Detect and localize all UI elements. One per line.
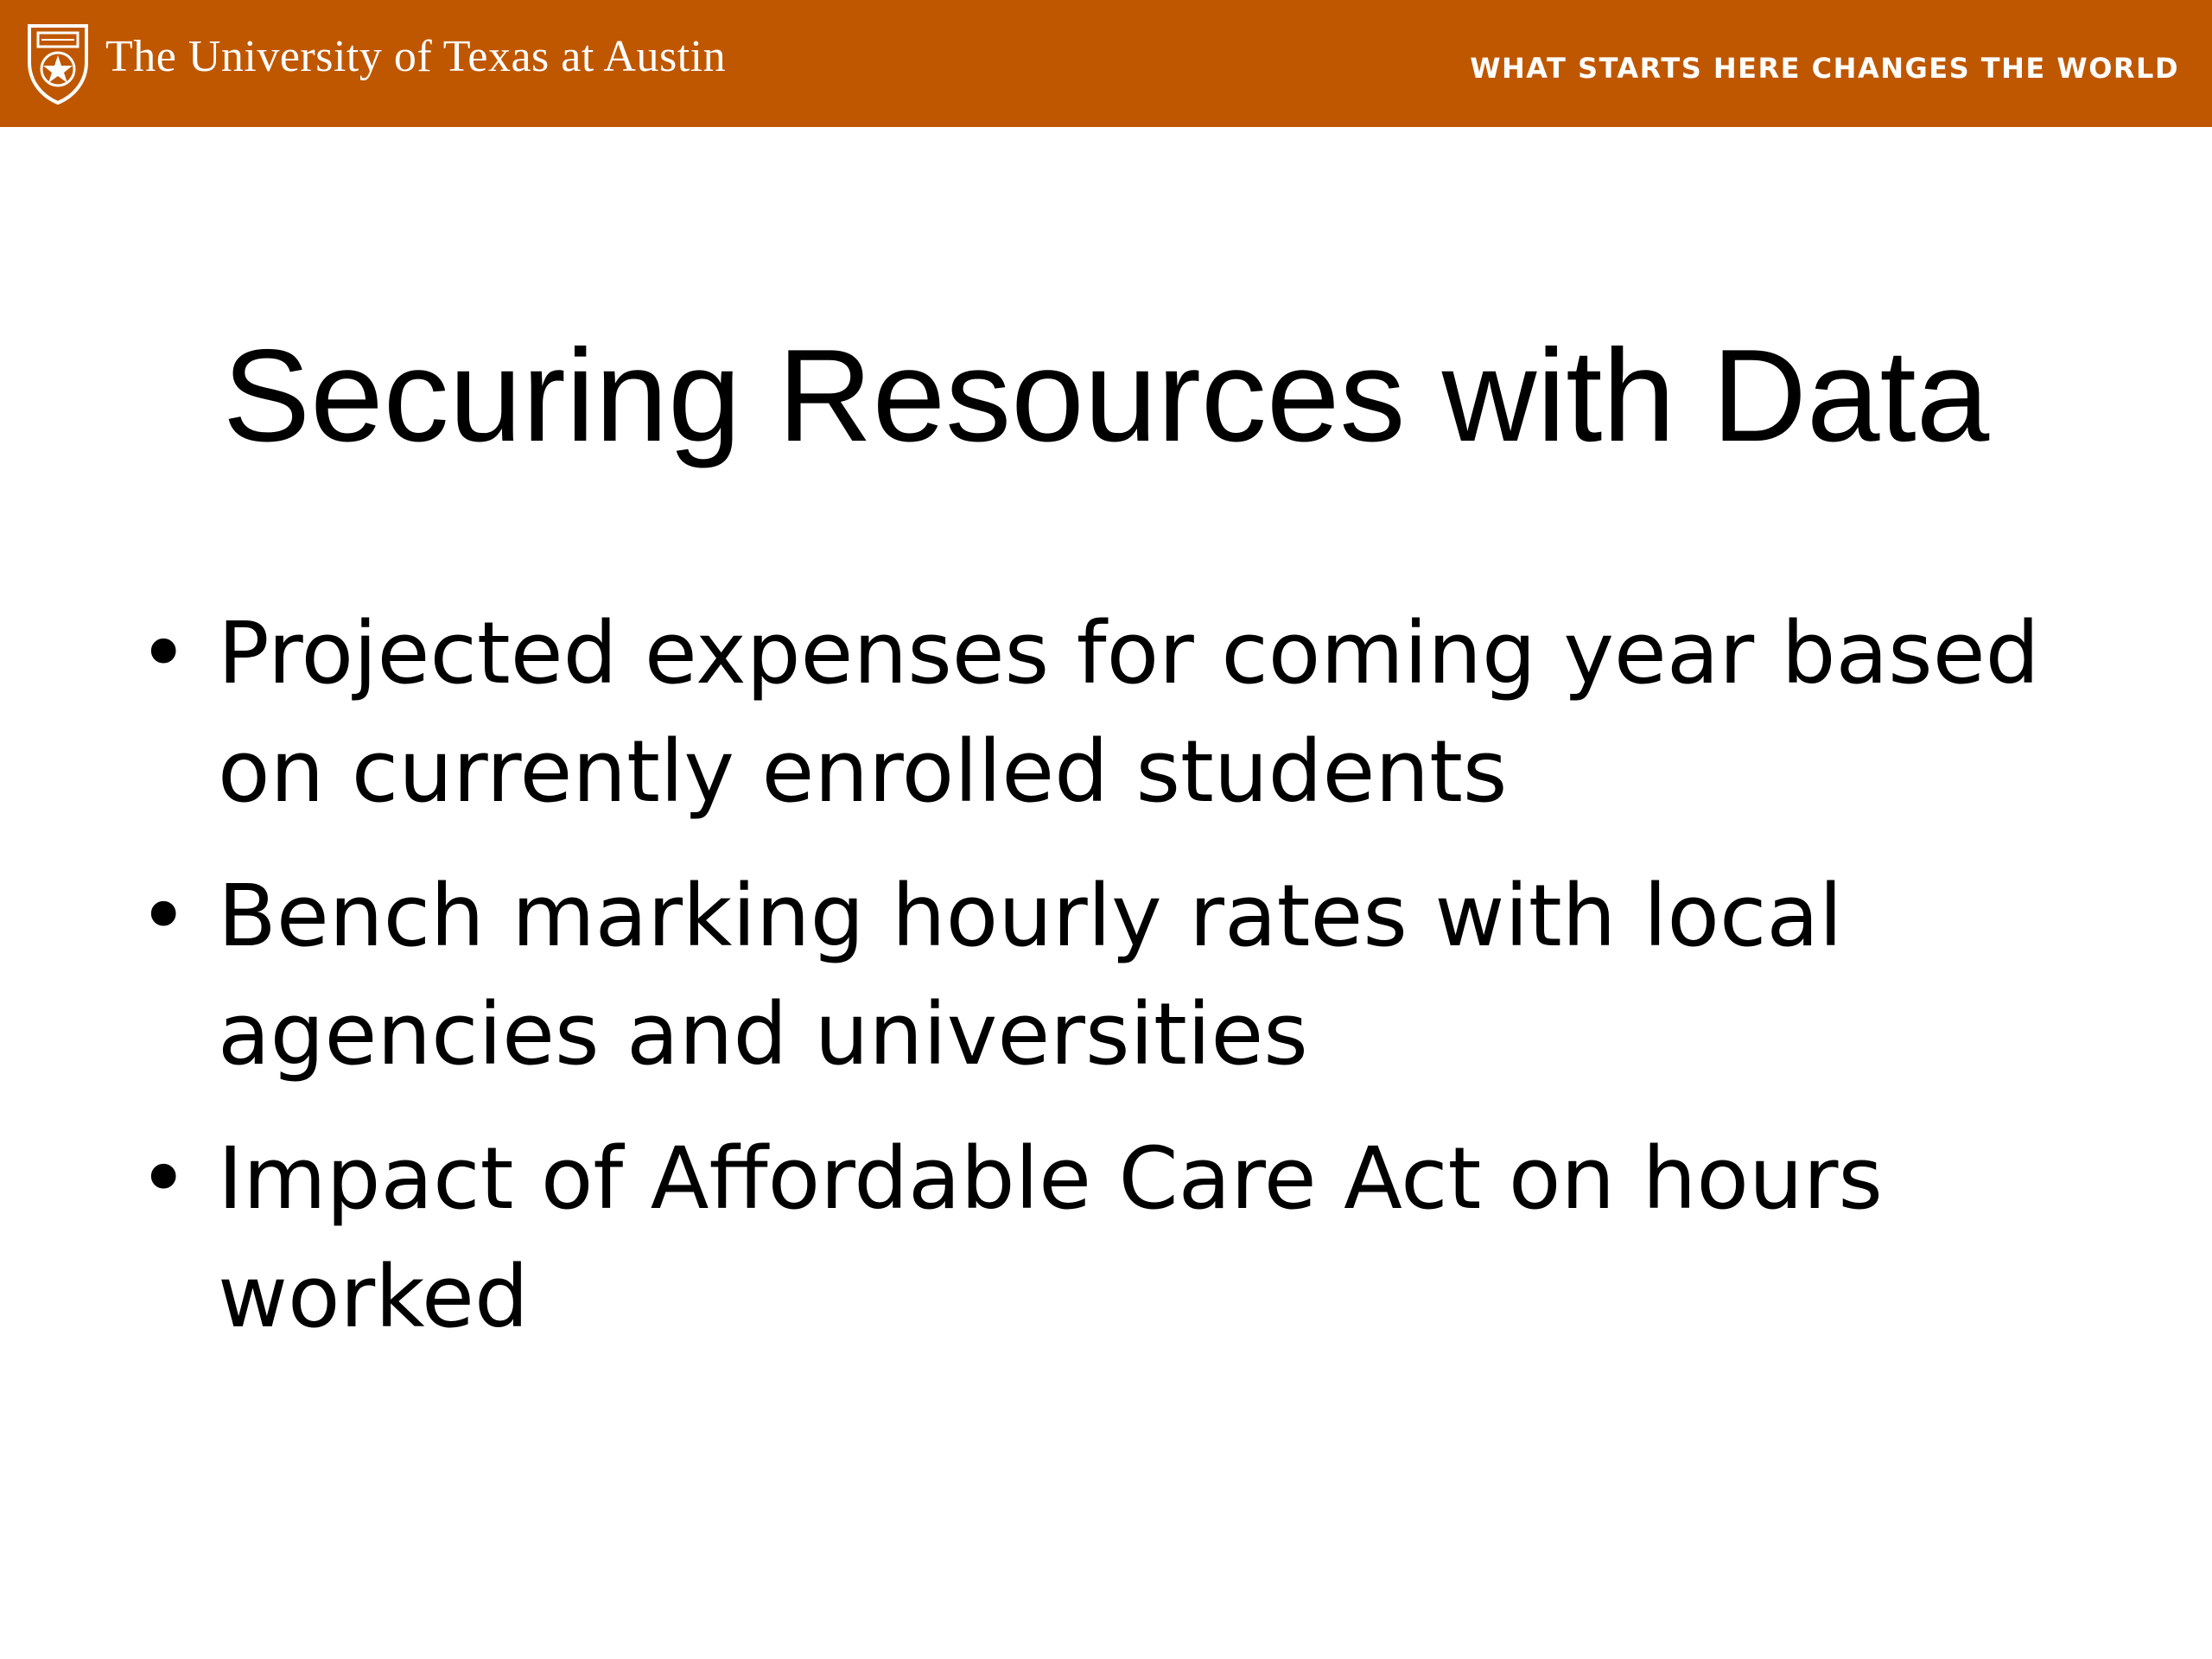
ut-shield-icon [26,22,90,105]
university-name: The University of Texas at Austin [105,32,727,81]
bullet-item [130,857,2117,1094]
bullet-item [130,1120,2117,1357]
bullet-list [130,594,2117,1382]
header-banner [0,0,2212,127]
bullet-icon: • [138,604,189,703]
tagline: WHAT STARTS HERE CHANGES THE WORLD [1470,52,2179,85]
bullet-text: Projected expenses for coming year based on currently enrolled students [218,604,2040,822]
slide-title: Securing Resources with Data [222,322,1990,469]
bullet-icon: • [138,1129,189,1229]
bullet-item [130,594,2117,831]
bullet-text: Bench marking hourly rates with local agencies and universities [218,867,1843,1084]
bullet-text: Impact of Affordable Care Act on hours worked [218,1129,1883,1347]
bullet-icon: • [138,867,189,966]
